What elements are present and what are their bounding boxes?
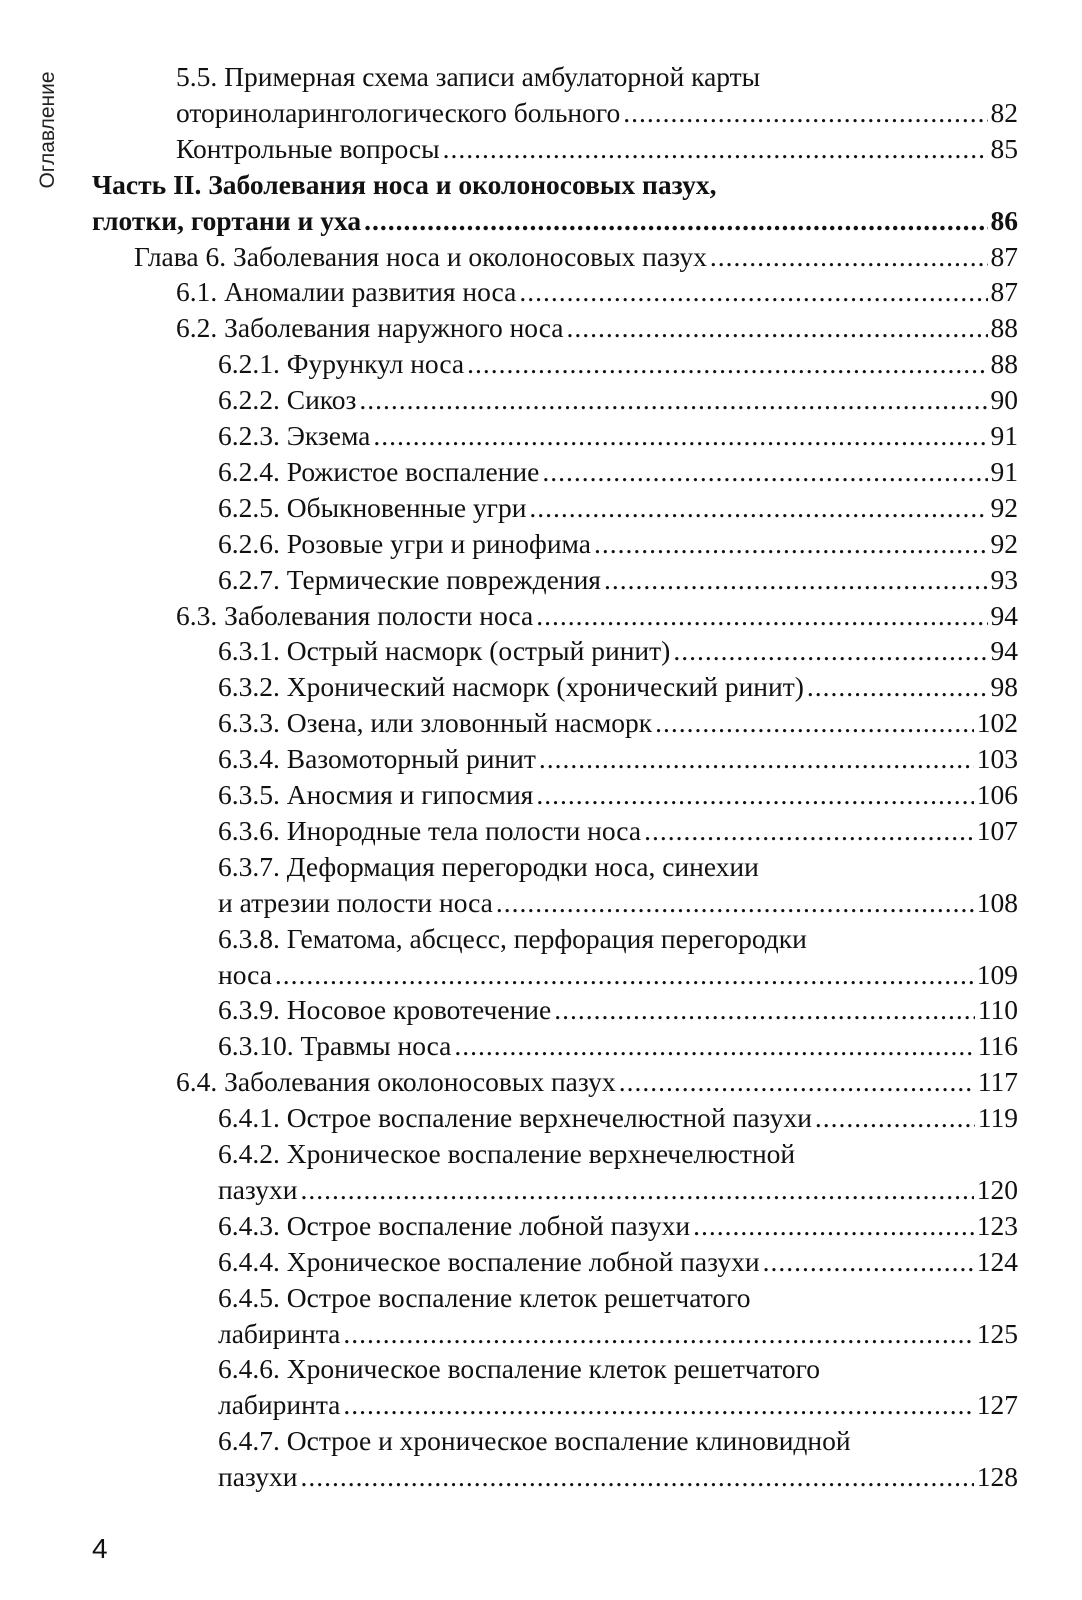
toc-entry-title: Контрольные вопросы	[176, 132, 440, 164]
toc-entry-page: 110	[977, 994, 1018, 1026]
toc-entry-title: 6.3.6. Инородные тела полости носа	[218, 814, 642, 846]
toc-entry-title: 6.3.5. Аносмия и гипосмия	[218, 779, 534, 810]
toc-leader-dots	[536, 778, 973, 812]
toc-entry-title: носа	[218, 958, 272, 990]
toc-entry	[218, 993, 1018, 1027]
toc-leader-dots	[554, 993, 975, 1027]
toc-leader-dots	[343, 1317, 973, 1351]
toc-entry	[218, 1209, 1018, 1243]
toc-entry-title: 6.1. Аномалии развития носа	[176, 276, 517, 308]
toc-entry	[218, 1424, 851, 1458]
toc-entry-title: 6.4.1. Острое воспаление верхнечелюстной пазухи	[218, 1102, 812, 1134]
toc-entry	[218, 670, 1018, 704]
toc-entry-page: 119	[977, 1102, 1018, 1134]
toc-entry	[218, 1388, 1018, 1422]
toc-entry-page: 92	[990, 491, 1018, 523]
toc-entry	[218, 778, 1018, 812]
toc-entry-page: 85	[990, 132, 1018, 164]
toc-leader-dots	[275, 958, 974, 992]
toc-entry-title: 6.2.2. Сикоз	[218, 384, 357, 416]
toc-leader-dots	[529, 491, 987, 525]
toc-entry-page: 117	[977, 1066, 1018, 1098]
toc-entry-page: 93	[990, 563, 1018, 595]
toc-entry-title: лабиринта	[218, 1317, 341, 1349]
toc-entry-title: 6.3.9. Носовое кровотечение	[218, 994, 552, 1026]
toc-entry-page: 124	[976, 1245, 1018, 1277]
toc-leader-dots	[594, 527, 988, 561]
toc-entry-title: и атрезии полости носа	[218, 886, 493, 918]
toc-entry-title: 6.4.4. Хроническое воспаление лобной пазухи	[218, 1245, 760, 1277]
toc-leader-dots	[673, 634, 987, 668]
toc-entry-page: 91	[990, 420, 1018, 451]
toc-entry	[176, 599, 1018, 633]
toc-entry-title: 6.2.4. Рожистое воспаление	[218, 455, 540, 487]
toc-entry-title: 6.4. Заболевания околоносовых пазух	[176, 1066, 616, 1098]
toc-entry-title: 6.3.10. Травмы носа	[218, 1030, 452, 1062]
toc-leader-dots	[300, 1173, 973, 1207]
toc-entry	[92, 204, 1018, 238]
toc-entry	[218, 1245, 1018, 1279]
toc-entry-page: 106	[976, 779, 1018, 810]
toc-entry	[176, 275, 1018, 309]
toc-entry-title: глотки, гортани и уха	[92, 204, 362, 236]
toc-entry-title: оториноларингологического больного	[176, 96, 621, 128]
toc-leader-dots	[536, 599, 987, 633]
toc-leader-dots	[807, 670, 988, 704]
toc-leader-dots	[542, 455, 987, 489]
toc-entry-page: 103	[976, 743, 1018, 775]
toc-entry	[92, 168, 716, 202]
toc-entry-page: 92	[990, 527, 1018, 559]
section-side-label: Оглавление	[36, 71, 59, 189]
toc-leader-dots	[454, 1029, 974, 1063]
toc-entry	[218, 742, 1018, 776]
toc-leader-dots	[619, 1065, 975, 1099]
toc-leader-dots	[693, 1209, 974, 1243]
toc-entry	[218, 1101, 1018, 1135]
toc-entry-title: 6.4.7. Острое и хроническое воспаление клиновидной	[218, 1425, 851, 1457]
toc-entry	[218, 958, 1018, 992]
toc-entry-title: 6.4.2. Хроническое воспаление верхнечелюстной	[218, 1138, 796, 1169]
toc-entry-page: 108	[976, 886, 1018, 918]
toc-leader-dots	[359, 383, 987, 417]
toc-entry-title: 6.3.7. Деформация перегородки носа, синехии	[218, 850, 759, 882]
toc-leader-dots	[644, 814, 974, 848]
toc-entry	[218, 814, 1018, 848]
toc-entry-title: 6.4.6. Хроническое воспаление клеток решетчатого	[218, 1353, 821, 1385]
toc-entry-title: 6.2.3. Экзема	[218, 420, 371, 451]
toc-entry-title: 6.3.2. Хронический насморк (хронический ринит)	[218, 671, 804, 703]
toc-entry	[218, 563, 1018, 597]
toc-leader-dots	[467, 347, 987, 381]
toc-entry-page: 125	[976, 1317, 1018, 1349]
toc-entry	[218, 347, 1018, 381]
toc-entry-page: 98	[990, 671, 1018, 703]
toc-entry-page: 87	[990, 276, 1018, 308]
toc-entry-page: 107	[976, 814, 1018, 846]
toc-entry-page: 88	[990, 348, 1018, 380]
toc-leader-dots	[519, 275, 987, 309]
toc-leader-dots	[539, 742, 974, 776]
toc-entry	[218, 491, 1018, 525]
toc-leader-dots	[373, 419, 987, 453]
toc-entry-page: 82	[990, 96, 1018, 128]
toc-entry-title: 6.2.1. Фурункул носа	[218, 348, 465, 380]
toc-leader-dots	[566, 311, 987, 345]
toc-entry-title: Часть II. Заболевания носа и околоносовых пазух,	[92, 168, 717, 200]
toc-entry-page: 88	[990, 312, 1018, 344]
toc-entry-title: пазухи	[218, 1173, 298, 1205]
toc-entry-title: 6.2.5. Обыкновенные угри	[218, 491, 527, 523]
toc-entry	[218, 1352, 820, 1386]
toc-entry-title: 6.2.6. Розовые угри и ринофима	[218, 527, 591, 559]
toc-leader-dots	[763, 1245, 974, 1279]
toc-entry-title: 6.4.5. Острое воспаление клеток решетчатого	[218, 1281, 751, 1313]
toc-leader-dots	[364, 204, 987, 238]
toc-entry	[218, 1317, 1018, 1351]
toc-entry	[218, 850, 759, 884]
toc-entry-title: лабиринта	[218, 1389, 341, 1421]
toc-leader-dots	[496, 886, 974, 920]
toc-entry-page: 94	[990, 635, 1018, 667]
toc-entry	[218, 1173, 1018, 1207]
toc-leader-dots	[300, 1460, 973, 1494]
toc-entry-page: 87	[990, 240, 1018, 272]
toc-entry-title: 6.3.4. Вазомоторный ринит	[218, 743, 536, 775]
toc-entry	[218, 634, 1018, 668]
toc-entry	[218, 1137, 795, 1171]
toc-entry	[218, 383, 1018, 417]
toc-entry-page: 109	[976, 958, 1018, 990]
toc-entry	[176, 311, 1018, 345]
toc-entry-title: 5.5. Примерная схема записи амбулаторной карты	[176, 61, 761, 92]
toc-entry	[176, 1065, 1018, 1099]
toc-entry-page: 102	[976, 707, 1018, 739]
toc-entry-title: 6.3.1. Острый насморк (острый ринит)	[218, 635, 671, 667]
toc-entry-title: 6.3. Заболевания полости носа	[176, 599, 534, 631]
toc-entry	[218, 1029, 1018, 1063]
toc-entry	[218, 419, 1018, 453]
toc-leader-dots	[815, 1101, 975, 1135]
toc-leader-dots	[443, 132, 988, 166]
toc-entry-title: Глава 6. Заболевания носа и околоносовых пазух	[134, 240, 707, 272]
toc-leader-dots	[604, 563, 988, 597]
toc-entry	[218, 922, 807, 956]
toc-entry-title: пазухи	[218, 1461, 298, 1493]
toc-entry-title: 6.2.7. Термические повреждения	[218, 563, 601, 595]
toc-entry	[218, 1460, 1018, 1494]
toc-entry	[176, 132, 1018, 166]
toc-entry	[218, 455, 1018, 489]
toc-entry-page: 120	[976, 1173, 1018, 1205]
toc-entry-title: 6.3.3. Озена, или зловонный насморк	[218, 707, 653, 739]
toc-entry-title: 6.4.3. Острое воспаление лобной пазухи	[218, 1209, 691, 1241]
toc-entry	[176, 60, 760, 94]
toc-entry-page: 116	[977, 1030, 1018, 1062]
toc-entry-page: 91	[990, 455, 1018, 487]
page-number: 4	[92, 1533, 108, 1564]
toc-entry-page: 94	[990, 599, 1018, 631]
toc-entry-title: 6.2. Заболевания наружного носа	[176, 312, 564, 344]
toc-leader-dots	[343, 1388, 973, 1422]
toc-entry-page: 127	[976, 1389, 1018, 1421]
toc-entry	[134, 240, 1018, 274]
toc-entry-page: 128	[976, 1461, 1018, 1493]
toc-entry-page: 123	[976, 1209, 1018, 1241]
toc-leader-dots	[710, 240, 988, 274]
toc-entry-page: 86	[990, 204, 1018, 236]
toc-entry-page: 90	[990, 384, 1018, 416]
toc-leader-dots	[623, 96, 987, 130]
toc-entry	[218, 886, 1018, 920]
toc-leader-dots	[655, 706, 974, 740]
toc-entry	[218, 706, 1018, 740]
toc-entry	[218, 527, 1018, 561]
toc-entry	[218, 1281, 751, 1315]
toc-entry	[176, 96, 1018, 130]
toc-entry-title: 6.3.8. Гематома, абсцесс, перфорация перегородки	[218, 922, 807, 954]
